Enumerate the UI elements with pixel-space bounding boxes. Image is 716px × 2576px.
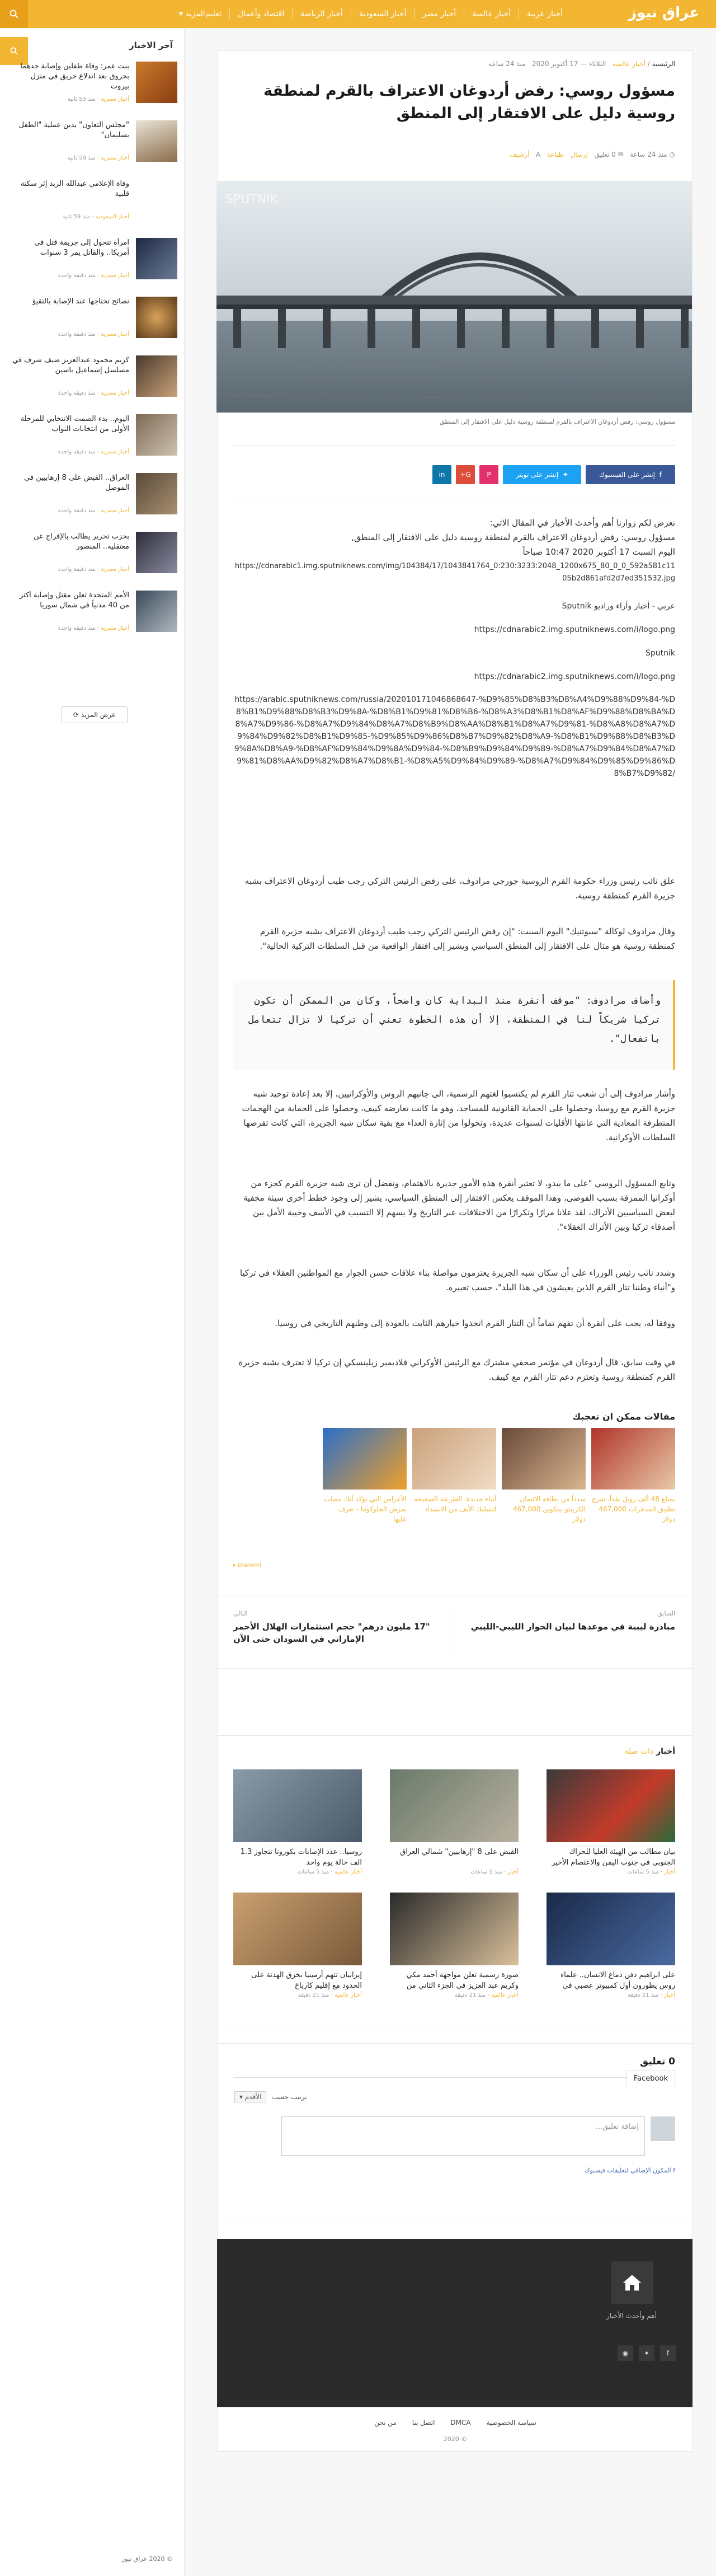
breadcrumb-separator: / (647, 60, 650, 68)
share-google-button[interactable] (456, 465, 475, 484)
sidebar-news-item[interactable] (6, 532, 177, 586)
news-category[interactable]: أخبار السعودية (95, 214, 129, 220)
paragraph: علق نائب رئيس وزراء حكومة القرم الروسية جورجي مرادوف، على رفض الرئيس التركي رجب طيب أردوغان الاعتراف بشبه جزيرة القرم كمنطقة روسية. (244, 876, 675, 901)
paragraph: وقال مرادوف لوكالة "سبوتنيك" اليوم السبت: "إن رفض الرئيس التركي رجب طيب أردوغان الاعتراف بشبه جزيرة القرم كمنطقة روسية هو مثال على الافتقار إلى المنطق السياسي ويشير إلى افتقار الواقعية من قبل السلطات التركية الحالية". (260, 926, 675, 951)
section-heading-main: أخبار (656, 1747, 675, 1756)
news-card[interactable] (547, 1893, 675, 1998)
footer-logo[interactable] (611, 2261, 653, 2304)
twitter-icon: ✦ (562, 471, 568, 479)
divider (233, 445, 675, 446)
related-title[interactable]: بمبلغ 48 ألف روبل نقداً. شرح تطبيق المدخرات 467,000 دولار (591, 1495, 675, 1523)
news-card-title[interactable]: إيرانيان تتهم أرمينيا بخرق الهدنة على الحدود مع إقليم كارباخ (251, 1971, 362, 1990)
font-size-icon[interactable]: A (536, 151, 541, 158)
share-twitter-label: إنشر على تويتر (516, 471, 559, 479)
section-heading-sub: ذات صلة (624, 1747, 654, 1756)
paragraph: ووفقا له، يجب على أنقرة أن تفهم تماماً أن التتار القرم اتخذوا خيارهم الثابت بالعودة إلى وطنهم التاريخي في روسيا. (275, 1318, 675, 1328)
nav-more-menu[interactable]: المزيد ▾ (179, 10, 205, 18)
google-plus-icon: G+ (460, 471, 471, 479)
next-article-link[interactable] (233, 1610, 446, 1645)
sort-select[interactable]: الأقدم ▾ (234, 2091, 266, 2102)
plugin-label: المكون الإضافي لتعليقات فيسبوك (585, 2167, 671, 2174)
sponsor-tag[interactable]: Dianomi ▸ (233, 1562, 261, 1568)
intro-line: نعرض لكم زوارنا أهم وأحدث الأخبار في المقال الاتي: (489, 518, 675, 528)
news-meta: أخبار مصرية · منذ دقيقة واحدة (58, 449, 129, 455)
footer-tagline: أهم وأحدث الأخبار (606, 2312, 657, 2320)
intro-line: مسؤول روسي: رفض أردوغان الاعتراف بالقرم لمنطقة روسية دليل على الافتقار إلى المنطق, (351, 532, 675, 542)
news-card-image[interactable] (390, 1893, 519, 1965)
news-thumbnail[interactable] (136, 591, 177, 632)
site-logo[interactable]: عراق نيوز (628, 4, 699, 21)
news-thumbnail[interactable] (136, 238, 177, 279)
news-card-title[interactable]: صورة رسمية تعلن مواجهة أحمد مكي وكريم عبد العزيز في الجزء الثاني من (406, 1971, 519, 1990)
news-time: منذ دقيقة واحدة (58, 625, 96, 631)
news-meta: أخبار مصرية · منذ دقيقة واحدة (58, 331, 129, 338)
article-meta-bar (510, 151, 675, 158)
news-card-meta: أخبار · منذ 21 دقيقة (628, 1992, 675, 1998)
news-title[interactable]: العراق.. القبض على 8 إرهابيين في الموصل (24, 474, 129, 492)
source-article-url: https://arabic.sputniknews.com/russia/202010171046868647-%D9%85%D8%B3%D8%A4%D9%88%D9%84-%D8%B1%D9%88%D8%B3%D9%8A-%D8%B1%D9%81%D8%B6-%D8%A3%D8%B1%D8%AF%D9%88%D8%BA%D8%A7%D9%86-%D8%A7%D9%84%D8%A7%D8%B9%D8%AA%D8%B1%D8%A7%D9%81-%D8%A8%D8%A7%D9%84%D9%82%D8%B1%D9%85-%D9%85%D9%86%D8%B7%D9%82%D8%A9-%D8%B1%D9%88%D8%B3%D9%8A%D8%A9-%D8%AF%D9%84%D9%8A%D9%84-%D8%B9%D9%84%D9%89-%D8%A7%D9%84%D8%A7%D9%81%D8%AA%D9%82%D8%A7%D8%B1-%D8%A5%D9%84%D9%89-%D8%A7%D9%84%D9%85%D9%86%D8%B7%D9%82/ (234, 695, 675, 778)
facebook-icon[interactable]: f (660, 2345, 676, 2361)
facebook-plugin-link[interactable] (585, 2167, 675, 2174)
news-card[interactable] (390, 1769, 519, 1875)
share-twitter-button[interactable] (503, 465, 581, 484)
news-thumbnail[interactable] (136, 62, 177, 103)
paragraph: في وقت سابق، قال أردوغان في مؤتمر صحفي مشترك مع الرئيس الأوكراني فلاديمير زيلينسكي إن تركيا لا تعترف بشبه جزيرة القرم كمنطقة روسية وتعتزم دعم تتار القرم مع كييف. (238, 1357, 675, 1382)
related-card[interactable] (502, 1428, 586, 1540)
share-facebook-button[interactable] (586, 465, 675, 484)
sidebar-news-item[interactable] (6, 414, 177, 468)
comments-section (217, 2043, 693, 2222)
search-button[interactable] (0, 0, 28, 28)
meta-send[interactable]: إرسال (570, 151, 588, 158)
share-linkedin-button[interactable] (432, 465, 451, 484)
main-nav (197, 0, 571, 28)
news-category[interactable]: أخبار مصرية (101, 625, 129, 631)
news-card-category[interactable]: أخبار عالمية (334, 1869, 362, 1875)
news-meta: أخبار مصرية · منذ دقيقة واحدة (58, 273, 129, 279)
news-time: منذ دقيقة واحدة (58, 508, 96, 514)
sidebar-news-item[interactable] (6, 473, 177, 527)
article-ago: منذ 24 ساعة (488, 60, 526, 68)
image-caption: مسؤول روسي: رفض أردوغان الاعتراف بالقرم لمنطقة روسية دليل على الافتقار إلى المنطق (440, 418, 675, 425)
footer-bottom (217, 2407, 693, 2452)
meta-time: منذ 24 ساعة (630, 151, 667, 158)
share-bar (432, 465, 675, 484)
nav-divider (229, 9, 230, 19)
news-card-time: منذ 5 ساعات (470, 1869, 502, 1875)
next-label: التالي (233, 1610, 248, 1617)
news-card-meta: أخبار عالمية · منذ 5 ساعات (297, 1869, 362, 1875)
news-card-title[interactable]: القبض على 8 "إرهابيين" شمالي العراق (400, 1848, 519, 1856)
footer-social (618, 2345, 676, 2361)
article-hero-image (216, 181, 692, 413)
image-url-text: https://cdnarabic1.img.sputniknews.com/img/104384/17/1043841764_0:230:3233:2048_1200x675_80_0_0_592a581c1105b2d861afd2d7ed351532.jpg (234, 562, 675, 583)
news-card-title[interactable]: على ابراهيم دفن دماغ الانسان.. علماء روس يطورون أول كمبيوتر عصبي في (560, 1971, 675, 1990)
sidebar-news-item[interactable] (6, 591, 177, 644)
load-more-button[interactable] (62, 706, 128, 723)
divider (233, 2077, 675, 2078)
news-meta: أخبار مصرية · منذ دقيقة واحدة (58, 566, 129, 573)
news-category[interactable]: أخبار مصرية (101, 96, 129, 102)
news-title[interactable]: نصائح تحتاجها عند الإصابة بالتقيؤ (32, 297, 129, 306)
news-meta: أخبار مصرية · منذ دقيقة واحدة (58, 390, 129, 396)
news-card-category[interactable]: أخبار عالمية (334, 1992, 362, 1998)
news-card-image[interactable] (233, 1769, 362, 1842)
sidebar-news-item[interactable] (6, 238, 177, 292)
news-card[interactable] (233, 1893, 362, 1998)
sidebar-news-item[interactable] (6, 120, 177, 174)
avatar (651, 2116, 675, 2141)
news-card-image[interactable] (390, 1769, 519, 1842)
paragraph: وأشار مرادوف إلى أن شعب تتار القرم لم يكتسبوا لغتهم الرسمية، الى جانبهم الروس والأوكرانيين، إلا بعد إعادة توحيد شبه جزيرة القرم مع روسيا، وحصلوا على الحماية القانونية للمساجد، وهو ما كانت تعارضه كييف، وحصلوا على الحماية من الهجمات المتطرفة المعادية التي عانتها الأقليات لسنوات عديدة، وتحولوا من إثارة العداء مع بقية سكان شبه الجزيرة، التي كانت تفرضها السلطات الأوكرانية. (242, 1089, 675, 1142)
news-category[interactable]: أخبار مصرية (101, 390, 129, 396)
comment-input[interactable]: إضافة تعليق... (281, 2116, 645, 2156)
news-meta: أخبار مصرية · منذ 53 ثانية (68, 96, 129, 102)
news-thumbnail[interactable] (136, 355, 177, 397)
comments-count: 0 تعليق (640, 2056, 675, 2067)
news-card-category[interactable]: أخبار (664, 1992, 675, 1998)
rss-icon[interactable]: ◉ (618, 2345, 633, 2361)
related-title[interactable]: أنباء جديدة: الطريقة الصحيحة لتسليك الأنف من الانسداد (414, 1495, 496, 1513)
article-intro (233, 516, 675, 559)
news-thumbnail[interactable] (136, 414, 177, 456)
footer-link-contact[interactable]: اتصل بنا (412, 2419, 435, 2427)
related-image[interactable] (591, 1428, 675, 1490)
section-heading (624, 1747, 675, 1756)
news-time: منذ دقيقة واحدة (58, 449, 96, 455)
source-name: عربي - أخبار وأراء وراديو Sputnik (562, 602, 675, 611)
footer-copyright: © 2020 (443, 2436, 468, 2443)
news-card-time: منذ 21 دقيقة (298, 1992, 329, 1998)
meta-print[interactable]: طباعة (547, 151, 564, 158)
source-brand: Sputnik (645, 649, 675, 658)
news-meta: أخبار مصرية · منذ دقيقة واحدة (58, 625, 129, 631)
news-title[interactable]: امرأة تتحول إلى جريمة قتل في أمريكا.. والقاتل يمر 3 سنوات (34, 238, 129, 257)
news-category[interactable]: أخبار مصرية (101, 331, 129, 338)
nav-divider (292, 9, 293, 19)
nav-item-education[interactable]: تعليم (205, 10, 222, 18)
news-card-meta: أخبار عالمية · منذ 21 دقيقة (454, 1992, 519, 1998)
facebook-icon: f (673, 2167, 675, 2174)
footer-link-privacy[interactable]: سياسة الخصوصية (486, 2419, 536, 2427)
paragraph: وشدد نائب رئيس الوزراء على أن سكان شبه الجزيرة يعتزمون مواصلة بناء علاقات حسن الجوار مع المواطنين العقلاء في تركيا و"أنباء وطننا تتار القرم الذين يعيشون في هذا البلد"، حسب تعبيره. (239, 1268, 675, 1292)
news-card-title[interactable]: بيان مطالب من الهيئة العليا للحراك الجنوبي في جنوب اليمن والاعتصام الأخير (551, 1848, 675, 1867)
sidebar-news-item[interactable] (6, 62, 177, 115)
news-card-meta: أخبار عالمية · منذ 21 دقيقة (298, 1992, 362, 1998)
article-date: الثلاثاء — 17 أكتوبر 2020 (532, 60, 606, 68)
news-card-time: منذ 5 ساعات (627, 1869, 659, 1875)
footer-link-about[interactable]: من نحن (374, 2419, 397, 2427)
news-category[interactable]: أخبار مصرية (101, 508, 129, 514)
related-card[interactable] (323, 1428, 407, 1540)
news-thumbnail[interactable] (136, 473, 177, 514)
news-card[interactable] (390, 1893, 519, 1998)
pinterest-icon: P (487, 471, 491, 479)
news-card-category[interactable]: أخبار (507, 1869, 519, 1875)
sidebar-news-item[interactable] (6, 355, 177, 409)
news-card-image[interactable] (547, 1769, 675, 1842)
news-title[interactable]: بحزب تحرير يطالب بالإفراج عن معتقليه.. المنصور (34, 532, 129, 551)
sponsored-line (233, 1562, 675, 1573)
news-time: منذ دقيقة واحدة (58, 566, 96, 573)
news-title[interactable]: اليوم.. بدء الصمت الانتخابي للمرحلة الأولى من انتخابات النواب (20, 415, 129, 433)
related-card[interactable] (591, 1428, 675, 1540)
news-card-meta: أخبار · منذ 5 ساعات (470, 1869, 519, 1875)
facebook-icon: f (659, 471, 662, 479)
nav-item-sports[interactable]: أخبار الرياضة (300, 10, 343, 18)
news-thumbnail[interactable] (136, 179, 177, 221)
share-pinterest-button[interactable] (479, 465, 498, 484)
search-icon (10, 47, 18, 55)
breadcrumb-category[interactable]: أخبار عالمية (612, 60, 646, 68)
related-title[interactable]: الأعراض التي تؤكد أنك مصاب بمرض الجلوكوما - تعرف عليها (324, 1495, 407, 1523)
news-card-image[interactable] (233, 1893, 362, 1965)
news-thumbnail[interactable] (136, 120, 177, 162)
sidebar-copyright: © 2020 عراق نيوز (121, 2555, 173, 2563)
source-logo-url: https://cdnarabic2.img.sputniknews.com/i/logo.png (474, 625, 675, 634)
pull-quote: وأضاف مرادوف: "موقف أنقرة منذ البداية كان واضحاً، وكان من الممكن أن تكون تركيا شريكاً لنا في المنطقة، إلا أن هذه الخطوة تعني أن تركيا لا تزال تتعامل بانفعال". (233, 980, 675, 1070)
news-time: منذ 53 ثانية (68, 96, 96, 102)
news-category[interactable]: أخبار مصرية (101, 273, 129, 279)
news-meta: أخبار السعودية · منذ 59 ثانية (62, 214, 129, 220)
house-icon (621, 2271, 643, 2294)
related-image[interactable] (412, 1428, 496, 1490)
sort-label: ترتيب حسب (272, 2093, 307, 2101)
breadcrumb (488, 60, 675, 68)
bridge-photo (216, 181, 692, 413)
news-category[interactable]: أخبار مصرية (101, 449, 129, 455)
news-card-time: منذ 21 دقيقة (628, 1992, 659, 1998)
next-title[interactable]: "17 مليون درهم" حجم استثمارات الهلال الأحمر الإماراتي في السودان حتى الآن (233, 1622, 430, 1644)
sidebar-title: آخر الاخبار (129, 40, 173, 50)
news-card-category[interactable]: أخبار عالمية (491, 1992, 519, 1998)
paragraph: وتابع المسؤول الروسي "على ما يبدو، لا تعتبر أنقرة هذه الأمور جديرة بالاهتمام، وتفضل أن ترى شبه جزيرة القرم كجزء من أوكرانيا الممزقة بسبب الفوضى، وهذا الموقف يعكس الافتقار إلى المنطق السياسي، يشير إلى وجود خطط أخرى سيئة مخفية لبعض السياسيين الأتراك، لقد علانا مرارًا وتكرارًا من الاختلافات عبر التاريخ ولا يسهم إلا التسبب في الأسف وخيبة الأمل بين أصدقاء تركيا وبين الأتراك العقلاء". (243, 1178, 675, 1232)
news-title[interactable]: كريم محمود عبدالعزيز ضيف شرف في مسلسل إسماعيل ياسين (12, 356, 129, 374)
linkedin-icon: in (439, 471, 445, 479)
news-time: منذ دقيقة واحدة (58, 273, 96, 279)
related-image[interactable] (502, 1428, 586, 1490)
image-watermark: SPUTNIK (225, 193, 278, 207)
news-time: منذ دقيقة واحدة (58, 331, 96, 338)
footer-link-dmca[interactable]: DMCA (450, 2419, 471, 2427)
news-card[interactable] (233, 1769, 362, 1875)
news-meta: أخبار مصرية · منذ 59 ثانية (68, 155, 129, 161)
nav-item-egypt[interactable]: أخبار مصر (422, 10, 456, 18)
intro-line: اليوم السبت 17 أكتوبر 2020 10:47 صباحاً (522, 547, 675, 557)
previous-label: السابق (657, 1610, 675, 1617)
site-footer (217, 2239, 693, 2407)
sidebar-news-item[interactable] (6, 297, 177, 350)
source-logo-url: https://cdnarabic2.img.sputniknews.com/i/logo.png (474, 672, 675, 681)
top-navigation-bar (0, 0, 716, 28)
news-meta: أخبار مصرية · منذ دقيقة واحدة (58, 508, 129, 514)
search-icon (10, 10, 18, 18)
news-card-time: منذ 21 دقيقة (454, 1992, 486, 1998)
clock-icon: ◷ (669, 151, 675, 158)
sort-control (234, 2093, 307, 2101)
news-thumbnail[interactable] (136, 297, 177, 338)
facebook-tab[interactable]: Facebook (626, 2071, 675, 2087)
article-title: مسؤول روسي: رفض أردوغان الاعتراف بالقرم لمنطقة روسية دليل على الافتقار إلى المنطق (263, 82, 675, 122)
news-thumbnail[interactable] (136, 532, 177, 573)
sidebar-news-item[interactable] (6, 179, 177, 233)
news-title[interactable]: الأمم المتحدة تعلن مقتل وإصابة أكثر من 40 مدنياً في شمال سوريا (19, 591, 129, 610)
load-more-label: عرض المزيد (81, 711, 116, 719)
latest-news-sidebar (0, 28, 185, 2576)
news-title[interactable]: وفاة الإعلامي عبدالله الزيد إثر سكتة قلبية (20, 180, 129, 198)
news-card-time: منذ 5 ساعات (297, 1869, 329, 1875)
source-block (233, 599, 675, 780)
related-articles-title: مقالات ممكن ان تعجبك (572, 1411, 675, 1422)
breadcrumb-home[interactable]: الرئيسية (652, 60, 675, 68)
news-title[interactable]: بنت عمر: وفاة طفلين وإصابة جدهما بحروق بعد اندلاع حريق في منزل بيروت (20, 62, 129, 91)
news-card-category[interactable]: أخبار (664, 1869, 675, 1875)
share-facebook-label: إنشر على الفيسبوك (599, 471, 655, 479)
news-title[interactable]: "مجلس التعاون" يدين عملية "الطفل بسليمان" (18, 121, 129, 139)
news-time: منذ 59 ثانية (68, 155, 96, 161)
related-news-section (217, 1735, 693, 2026)
footer-links (218, 2419, 693, 2427)
news-category[interactable]: أخبار مصرية (101, 155, 129, 161)
nav-item-world[interactable]: أخبار عالمية (472, 10, 511, 18)
news-time: منذ دقيقة واحدة (58, 390, 96, 396)
nav-item-arab[interactable]: أخبار عربية (527, 10, 563, 18)
prev-next-navigation (216, 1596, 692, 1669)
sidebar-accent-box (0, 37, 28, 65)
nav-item-saudi[interactable]: أخبار السعودية (359, 10, 407, 18)
related-title[interactable]: سدداً من بطاقة الائتمان الكريبتو بيتكوين 467,000 دولار (512, 1495, 586, 1523)
meta-archive[interactable]: أرشيف (510, 151, 530, 158)
twitter-icon[interactable]: ✦ (639, 2345, 654, 2361)
news-card-image[interactable] (547, 1893, 675, 1965)
news-category[interactable]: أخبار مصرية (101, 566, 129, 573)
related-card[interactable] (412, 1428, 496, 1540)
refresh-icon: ⟳ (73, 711, 79, 719)
nav-item-economy[interactable]: اقتصاد وأعمال (237, 10, 285, 18)
comment-icon: ✉ (618, 151, 624, 158)
news-card-title[interactable]: روسيا.. عدد الإصابات بكورونا تتجاوز 1.3 الف حالة يوم واحد (240, 1848, 362, 1867)
news-card-meta: أخبار · منذ 5 ساعات (627, 1869, 675, 1875)
previous-article-link[interactable] (463, 1610, 675, 1633)
news-time: منذ 59 ثانية (62, 214, 91, 220)
previous-title[interactable]: مبادرة ليبية في موعدها لبيان الحوار الليبي-الليبي (470, 1622, 675, 1632)
related-image[interactable] (323, 1428, 407, 1490)
meta-comments[interactable]: 0 تعليق (594, 151, 616, 158)
news-card[interactable] (547, 1769, 675, 1875)
